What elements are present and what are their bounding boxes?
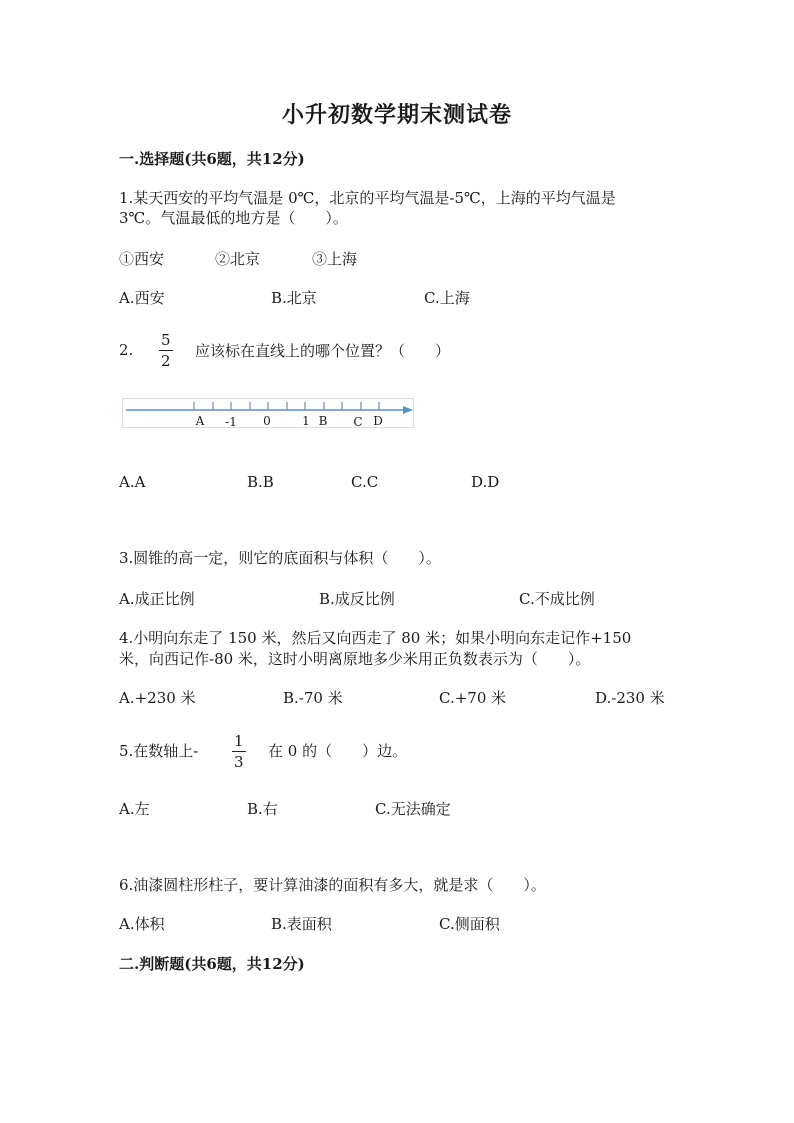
q3-option-c[interactable]: C.不成比例 [519, 590, 595, 608]
q1-text-line1: 1.某天西安的平均气温是 0℃，北京的平均气温是-5℃，上海的平均气温是 [119, 189, 616, 207]
number-line-label-d: D [373, 414, 383, 428]
q5-option-a[interactable]: A.左 [119, 800, 150, 818]
q3-text: 3.圆锥的高一定，则它的底面积与体积（ ）。 [119, 549, 441, 567]
q4-option-d[interactable]: D.-230 米 [595, 689, 665, 707]
q2-fraction [158, 333, 174, 369]
number-line-figure [122, 398, 414, 428]
q1-text-line2: 3℃。气温最低的地方是（ ）。 [119, 209, 348, 227]
number-line-label-b: B [318, 414, 328, 428]
q5-fraction-denominator: 3 [234, 753, 244, 771]
section-heading-choice: 一.选择题(共6题，共12分) [119, 150, 305, 168]
q2-option-a[interactable]: A.A [119, 473, 146, 491]
q6-option-a[interactable]: A.体积 [119, 915, 165, 933]
q5-option-b[interactable]: B.右 [247, 800, 278, 818]
q1-option-b[interactable]: B.北京 [271, 289, 317, 307]
q1-option-a[interactable]: A.西安 [119, 289, 165, 307]
q6-text: 6.油漆圆柱形柱子，要计算油漆的面积有多大，就是求（ ）。 [119, 876, 546, 894]
q6-option-b[interactable]: B.表面积 [271, 915, 332, 933]
q1-item-1: ①西安 [119, 250, 165, 268]
q3-option-a[interactable]: A.成正比例 [119, 590, 195, 608]
q2-fraction-numerator: 5 [161, 331, 171, 349]
q4-option-a[interactable]: A.+230 米 [119, 689, 196, 707]
number-line-label-a: A [195, 414, 205, 428]
q2-option-b[interactable]: B.B [247, 473, 274, 491]
q4-text-line1: 4.小明向东走了 150 米，然后又向西走了 80 米；如果小明向东走记作+150 [119, 629, 632, 647]
number-line-label-0: 0 [263, 414, 271, 428]
q5-text-prefix: 5.在数轴上- [119, 742, 199, 760]
q5-fraction-numerator: 1 [234, 732, 244, 750]
number-line-label-minus1: -1 [225, 415, 237, 428]
section-heading-judgement: 二.判断题(共6题，共12分) [119, 955, 305, 973]
q3-option-b[interactable]: B.成反比例 [319, 590, 395, 608]
q1-option-c[interactable]: C.上海 [424, 289, 470, 307]
q5-text-suffix: 在 0 的（ ）边。 [268, 742, 408, 760]
number-line-label-1: 1 [302, 414, 310, 428]
page-title: 小升初数学期末测试卷 [281, 102, 512, 128]
q1-item-3: ③上海 [312, 250, 358, 268]
q2-text: 应该标在直线上的哪个位置？（ ） [195, 342, 451, 360]
q2-fraction-denominator: 2 [161, 352, 171, 370]
number-line-label-c: C [353, 415, 363, 428]
q6-option-c[interactable]: C.侧面积 [439, 915, 500, 933]
q5-fraction [231, 734, 247, 770]
q1-item-2: ②北京 [215, 250, 261, 268]
q2-option-c[interactable]: C.C [351, 473, 379, 491]
q2-number: 2. [119, 341, 134, 359]
q5-option-c[interactable]: C.无法确定 [375, 800, 451, 818]
q4-text-line2: 米，向西记作-80 米，这时小明离原地多少米用正负数表示为（ ）。 [119, 650, 591, 668]
q4-option-c[interactable]: C.+70 米 [439, 689, 507, 707]
q2-option-d[interactable]: D.D [471, 473, 500, 491]
q4-option-b[interactable]: B.-70 米 [283, 689, 343, 707]
